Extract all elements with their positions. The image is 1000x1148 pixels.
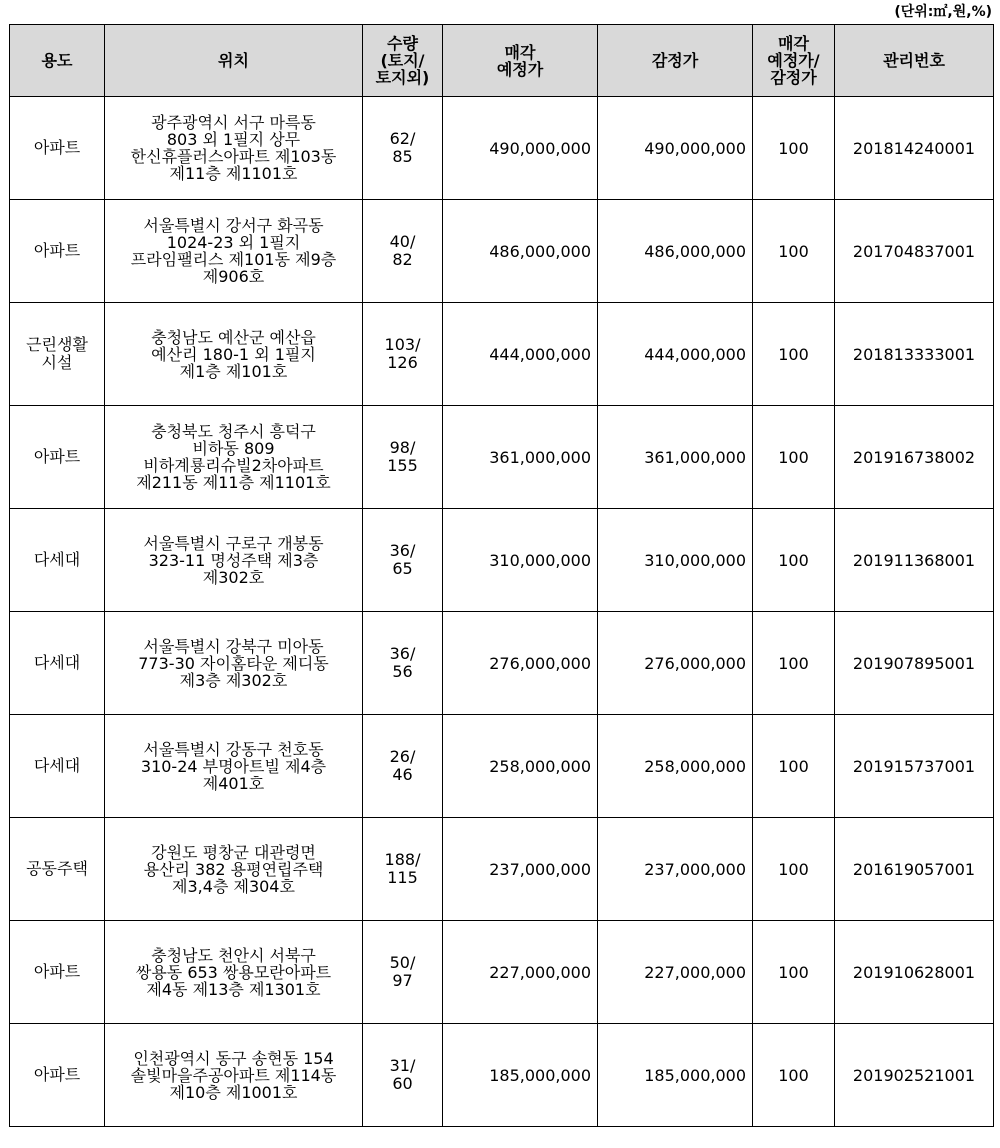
cell-ratio: 100 [753,97,835,200]
cell-quantity: 31/ 60 [363,1024,443,1127]
cell-location: 충청남도 예산군 예산읍 예산리 180-1 외 1필지 제1층 제101호 [105,303,363,406]
header-location: 위치 [105,25,363,97]
cell-mgmt-no: 201704837001 [835,200,994,303]
cell-ratio: 100 [753,406,835,509]
cell-appraisal: 276,000,000 [598,612,753,715]
cell-location: 강원도 평창군 대관령면 용산리 382 용평연립주택 제3,4층 제304호 [105,818,363,921]
cell-expected-price: 276,000,000 [443,612,598,715]
cell-appraisal: 237,000,000 [598,818,753,921]
cell-appraisal: 310,000,000 [598,509,753,612]
cell-expected-price: 361,000,000 [443,406,598,509]
cell-mgmt-no: 201915737001 [835,715,994,818]
cell-appraisal: 486,000,000 [598,200,753,303]
table-row [10,715,994,818]
cell-quantity: 62/ 85 [363,97,443,200]
cell-location: 서울특별시 강동구 천호동 310-24 부명아트빌 제4층 제401호 [105,715,363,818]
header-expected-price: 매각 예정가 [443,25,598,97]
cell-mgmt-no: 201619057001 [835,818,994,921]
table-row [10,303,994,406]
cell-expected-price: 258,000,000 [443,715,598,818]
header-ratio: 매각 예정가/ 감정가 [753,25,835,97]
cell-ratio: 100 [753,715,835,818]
cell-location: 충청남도 천안시 서북구 쌍용동 653 쌍용모란아파트 제4동 제13층 제1301호 [105,921,363,1024]
cell-appraisal: 490,000,000 [598,97,753,200]
table-row [10,818,994,921]
header-use: 용도 [10,25,105,97]
table-row [10,97,994,200]
cell-use: 아파트 [10,406,105,509]
property-sale-table [9,24,994,1127]
cell-ratio: 100 [753,818,835,921]
cell-appraisal: 258,000,000 [598,715,753,818]
cell-quantity: 40/ 82 [363,200,443,303]
cell-quantity: 103/ 126 [363,303,443,406]
cell-quantity: 188/ 115 [363,818,443,921]
cell-use: 공동주택 [10,818,105,921]
cell-appraisal: 444,000,000 [598,303,753,406]
cell-mgmt-no: 201813333001 [835,303,994,406]
table-row [10,921,994,1024]
cell-location: 광주광역시 서구 마륵동 803 외 1필지 상무 한신휴플러스아파트 제103동 제11층 제1101호 [105,97,363,200]
cell-location: 서울특별시 강서구 화곡동 1024-23 외 1필지 프라임팰리스 제101동 제9층 제906호 [105,200,363,303]
cell-use: 아파트 [10,200,105,303]
table-row [10,612,994,715]
cell-use: 다세대 [10,715,105,818]
header-mgmt-no: 관리번호 [835,25,994,97]
cell-expected-price: 227,000,000 [443,921,598,1024]
cell-mgmt-no: 201916738002 [835,406,994,509]
cell-mgmt-no: 201911368001 [835,509,994,612]
cell-location: 서울특별시 강북구 미아동 773-30 자이홈타운 제디동 제3층 제302호 [105,612,363,715]
cell-quantity: 26/ 46 [363,715,443,818]
header-appraisal: 감정가 [598,25,753,97]
cell-appraisal: 185,000,000 [598,1024,753,1127]
cell-use: 다세대 [10,612,105,715]
cell-use: 아파트 [10,1024,105,1127]
cell-quantity: 98/ 155 [363,406,443,509]
table-header-row [10,25,994,97]
table-row [10,509,994,612]
cell-expected-price: 185,000,000 [443,1024,598,1127]
cell-expected-price: 310,000,000 [443,509,598,612]
cell-use: 아파트 [10,921,105,1024]
cell-use: 다세대 [10,509,105,612]
table-row [10,200,994,303]
table-row [10,1024,994,1127]
cell-appraisal: 227,000,000 [598,921,753,1024]
cell-use: 근린생활 시설 [10,303,105,406]
cell-quantity: 36/ 56 [363,612,443,715]
cell-expected-price: 486,000,000 [443,200,598,303]
cell-ratio: 100 [753,200,835,303]
cell-ratio: 100 [753,921,835,1024]
cell-quantity: 36/ 65 [363,509,443,612]
cell-use: 아파트 [10,97,105,200]
cell-ratio: 100 [753,612,835,715]
cell-expected-price: 444,000,000 [443,303,598,406]
cell-location: 충청북도 청주시 흥덕구 비하동 809 비하계룡리슈빌2차아파트 제211동 제11층 제1101호 [105,406,363,509]
cell-ratio: 100 [753,1024,835,1127]
header-quantity: 수량 (토지/ 토지외) [363,25,443,97]
cell-location: 인천광역시 동구 송현동 154 솔빛마을주공아파트 제114동 제10층 제1001호 [105,1024,363,1127]
cell-ratio: 100 [753,303,835,406]
table-row [10,406,994,509]
cell-location: 서울특별시 구로구 개봉동 323-11 명성주택 제3층 제302호 [105,509,363,612]
unit-note: (단위:㎡,원,%) [894,4,992,20]
cell-mgmt-no: 201814240001 [835,97,994,200]
cell-expected-price: 237,000,000 [443,818,598,921]
cell-quantity: 50/ 97 [363,921,443,1024]
cell-ratio: 100 [753,509,835,612]
cell-mgmt-no: 201907895001 [835,612,994,715]
cell-expected-price: 490,000,000 [443,97,598,200]
cell-mgmt-no: 201910628001 [835,921,994,1024]
cell-appraisal: 361,000,000 [598,406,753,509]
cell-mgmt-no: 201902521001 [835,1024,994,1127]
